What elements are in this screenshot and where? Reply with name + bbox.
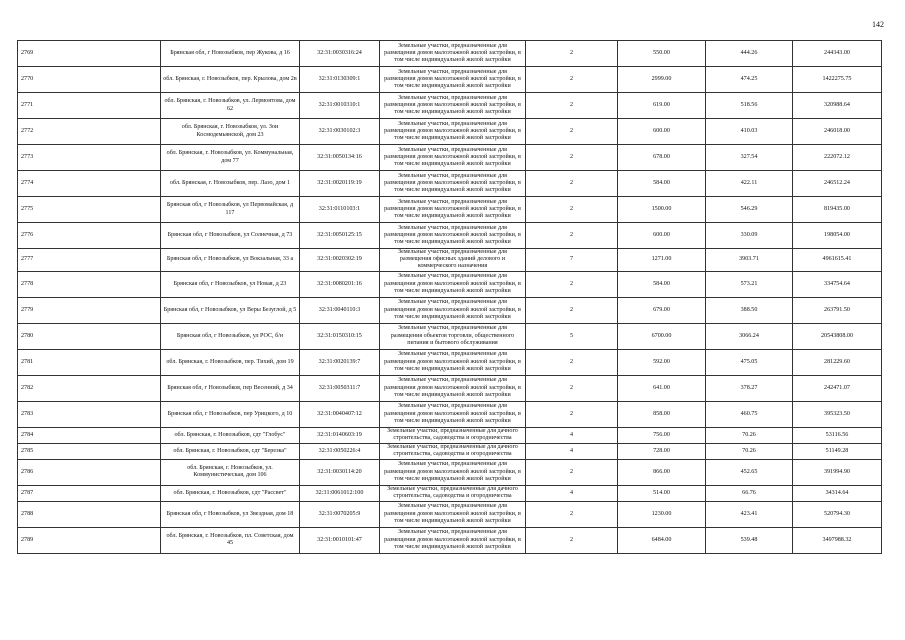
row-number-cell: 2774 (18, 171, 161, 197)
address-cell: Брянская обл, г Новозыбков, ул Звездная, дом 18 (161, 501, 300, 527)
group-cell: 2 (526, 349, 618, 375)
row-number-cell: 2775 (18, 197, 161, 223)
cadastral-number-cell: 32:31:0110103:1 (300, 197, 380, 223)
address-cell: Брянская обл, г Новозыбков, ул РОС, б/н (161, 323, 300, 349)
table-row (18, 145, 882, 171)
cadastral-value-cell: 246512.24 (793, 171, 882, 197)
cadastral-number-cell: 32:31:0020119:19 (300, 171, 380, 197)
cadastral-value-cell: 3497988.32 (793, 527, 882, 553)
cadastral-number-cell: 32:31:0040407:12 (300, 401, 380, 427)
specific-value-cell: 70.26 (706, 443, 793, 459)
cadastral-value-cell: 1422275.75 (793, 67, 882, 93)
group-cell: 2 (526, 401, 618, 427)
specific-value-cell: 378.27 (706, 375, 793, 401)
specific-value-cell: 573.21 (706, 271, 793, 297)
cadastral-value-cell: 395323.50 (793, 401, 882, 427)
row-number-cell: 2777 (18, 249, 161, 272)
table-row (18, 223, 882, 249)
table-row (18, 197, 882, 223)
group-cell: 2 (526, 297, 618, 323)
cadastral-number-cell: 32:31:0050226:4 (300, 443, 380, 459)
group-cell: 2 (526, 375, 618, 401)
page-number: 142 (872, 20, 884, 29)
land-use-cell: Земельные участки, предназначенные для размещения домов малоэтажной жилой застройки, в том числе индивидуальной жилой застройки (380, 223, 526, 249)
specific-value-cell: 474.25 (706, 67, 793, 93)
cadastral-value-cell: 242471.07 (793, 375, 882, 401)
group-cell: 2 (526, 459, 618, 485)
area-cell: 6484.00 (618, 527, 706, 553)
land-use-cell: Земельные участки, предназначенные для размещения домов малоэтажной жилой застройки, в том числе индивидуальной жилой застройки (380, 501, 526, 527)
group-cell: 2 (526, 41, 618, 67)
area-cell: 728.00 (618, 443, 706, 459)
group-cell: 4 (526, 427, 618, 443)
row-number-cell: 2778 (18, 271, 161, 297)
cadastral-value-cell: 320988.64 (793, 93, 882, 119)
group-cell: 5 (526, 323, 618, 349)
address-cell: обл. Брянская, г. Новозыбков, ул. Лермонтова, дом 62 (161, 93, 300, 119)
cadastral-number-cell: 32:31:0150310:15 (300, 323, 380, 349)
land-use-cell: Земельные участки, предназначенные для размещения домов малоэтажной жилой застройки, в том числе индивидуальной жилой застройки (380, 171, 526, 197)
row-number-cell: 2787 (18, 485, 161, 501)
group-cell: 2 (526, 223, 618, 249)
area-cell: 550.00 (618, 41, 706, 67)
land-use-cell: Земельные участки, предназначенные для размещения домов малоэтажной жилой застройки, в том числе индивидуальной жилой застройки (380, 401, 526, 427)
cadastral-number-cell: 32:31:0010310:1 (300, 93, 380, 119)
row-number-cell: 2783 (18, 401, 161, 427)
land-use-cell: Земельные участки, предназначенные для размещения домов малоэтажной жилой застройки, в том числе индивидуальной жилой застройки (380, 197, 526, 223)
cadastral-number-cell: 32:31:0050134:16 (300, 145, 380, 171)
row-number-cell: 2776 (18, 223, 161, 249)
address-cell: обл. Брянская, г. Новозыбков, сдт "Рассвет" (161, 485, 300, 501)
cadastral-value-cell: 244343.00 (793, 41, 882, 67)
specific-value-cell: 330.09 (706, 223, 793, 249)
address-cell: обл. Брянская, г. Новозыбков, пер. Тихий, дом 19 (161, 349, 300, 375)
specific-value-cell: 452.65 (706, 459, 793, 485)
group-cell: 4 (526, 443, 618, 459)
table-row (18, 67, 882, 93)
land-use-cell: Земельные участки, предназначенные для размещения офисных зданий делового и коммерческого назначения (380, 249, 526, 272)
table-row (18, 93, 882, 119)
cadastral-value-cell: 281229.60 (793, 349, 882, 375)
table-row (18, 249, 882, 272)
cadastral-number-cell: 32:31:0050125:15 (300, 223, 380, 249)
table-row (18, 271, 882, 297)
area-cell: 858.00 (618, 401, 706, 427)
table-row (18, 401, 882, 427)
area-cell: 678.00 (618, 145, 706, 171)
address-cell: обл. Брянская, г. Новозыбков, сдт "Глобус" (161, 427, 300, 443)
specific-value-cell: 410.03 (706, 119, 793, 145)
cadastral-value-cell: 198054.00 (793, 223, 882, 249)
cadastral-number-cell: 32:31:0010101:47 (300, 527, 380, 553)
table-row (18, 527, 882, 553)
row-number-cell: 2772 (18, 119, 161, 145)
area-cell: 679.00 (618, 297, 706, 323)
area-cell: 600.00 (618, 223, 706, 249)
specific-value-cell: 518.56 (706, 93, 793, 119)
cadastral-number-cell: 32:31:0030102:3 (300, 119, 380, 145)
cadastral-value-cell: 520794.30 (793, 501, 882, 527)
cadastral-number-cell: 32:31:0070205:9 (300, 501, 380, 527)
specific-value-cell: 3903.71 (706, 249, 793, 272)
cadastral-number-cell: 32:31:0130309:1 (300, 67, 380, 93)
cadastral-number-cell: 32:31:0080201:16 (300, 271, 380, 297)
address-cell: обл. Брянская, г. Новозыбков, пер. Лазо, дом 1 (161, 171, 300, 197)
cadastral-value-cell: 391994.90 (793, 459, 882, 485)
specific-value-cell: 66.76 (706, 485, 793, 501)
specific-value-cell: 460.75 (706, 401, 793, 427)
row-number-cell: 2781 (18, 349, 161, 375)
address-cell: Брянская обл, г Новозыбков, ул Вокзальная, 33 а (161, 249, 300, 272)
address-cell: Брянская обл, г Новозыбков, ул Солнечная, д 73 (161, 223, 300, 249)
group-cell: 2 (526, 271, 618, 297)
table-row (18, 297, 882, 323)
area-cell: 756.00 (618, 427, 706, 443)
land-use-cell: Земельные участки, предназначенные для размещения домов малоэтажной жилой застройки, в том числе индивидуальной жилой застройки (380, 145, 526, 171)
land-use-cell: Земельные участки, предназначенные для дачного строительства, садоводства и огородничества (380, 485, 526, 501)
cadastral-number-cell: 32:31:0030114:20 (300, 459, 380, 485)
address-cell: Брянская обл, г Новозыбков, пер Весенний, д 34 (161, 375, 300, 401)
specific-value-cell: 475.05 (706, 349, 793, 375)
cadastral-value-cell: 246018.00 (793, 119, 882, 145)
row-number-cell: 2782 (18, 375, 161, 401)
cadastral-value-cell: 51149.28 (793, 443, 882, 459)
table-body (18, 41, 882, 554)
group-cell: 7 (526, 249, 618, 272)
table-row (18, 323, 882, 349)
address-cell: Брянская обл, г Новозыбков, ул Новая, д 23 (161, 271, 300, 297)
area-cell: 866.00 (618, 459, 706, 485)
cadastral-value-cell: 4961615.41 (793, 249, 882, 272)
cadastral-value-cell: 20543808.00 (793, 323, 882, 349)
specific-value-cell: 444.26 (706, 41, 793, 67)
area-cell: 1230.00 (618, 501, 706, 527)
land-use-cell: Земельные участки, предназначенные для дачного строительства, садоводства и огородничества (380, 443, 526, 459)
row-number-cell: 2780 (18, 323, 161, 349)
table-row (18, 41, 882, 67)
area-cell: 619.00 (618, 93, 706, 119)
cadastral-value-cell: 34314.64 (793, 485, 882, 501)
address-cell: обл. Брянская, г. Новозыбков, ул. Коммунистическая, дом 106 (161, 459, 300, 485)
table-row (18, 459, 882, 485)
cadastral-number-cell: 32:31:0020139:7 (300, 349, 380, 375)
group-cell: 2 (526, 171, 618, 197)
row-number-cell: 2771 (18, 93, 161, 119)
specific-value-cell: 70.26 (706, 427, 793, 443)
specific-value-cell: 388.50 (706, 297, 793, 323)
group-cell: 4 (526, 485, 618, 501)
cadastral-number-cell: 32:31:0061012:100 (300, 485, 380, 501)
row-number-cell: 2773 (18, 145, 161, 171)
area-cell: 584.00 (618, 171, 706, 197)
address-cell: Брянская обл, г Новозыбков, ул Первомайская, д 117 (161, 197, 300, 223)
row-number-cell: 2784 (18, 427, 161, 443)
table-row (18, 427, 882, 443)
land-use-cell: Земельные участки, предназначенные для размещения домов малоэтажной жилой застройки, в том числе индивидуальной жилой застройки (380, 349, 526, 375)
land-use-cell: Земельные участки, предназначенные для размещения домов малоэтажной жилой застройки, в том числе индивидуальной жилой застройки (380, 375, 526, 401)
row-number-cell: 2779 (18, 297, 161, 323)
area-cell: 600.00 (618, 119, 706, 145)
cadastral-number-cell: 32:31:0050311:7 (300, 375, 380, 401)
land-use-cell: Земельные участки, предназначенные для размещения домов малоэтажной жилой застройки, в том числе индивидуальной жилой застройки (380, 67, 526, 93)
specific-value-cell: 423.41 (706, 501, 793, 527)
table-row (18, 119, 882, 145)
area-cell: 641.00 (618, 375, 706, 401)
row-number-cell: 2785 (18, 443, 161, 459)
row-number-cell: 2786 (18, 459, 161, 485)
cadastral-number-cell: 32:31:0040110:3 (300, 297, 380, 323)
cadastral-value-cell: 222072.12 (793, 145, 882, 171)
address-cell: Брянская обл, г Новозыбков, ул Веры Безуглой, д 5 (161, 297, 300, 323)
area-cell: 1500.00 (618, 197, 706, 223)
cadastral-number-cell: 32:31:0140603:19 (300, 427, 380, 443)
group-cell: 2 (526, 67, 618, 93)
land-use-cell: Земельные участки, предназначенные для размещения домов малоэтажной жилой застройки, в том числе индивидуальной жилой застройки (380, 271, 526, 297)
address-cell: обл. Брянская, г. Новозыбков, сдт "Березка" (161, 443, 300, 459)
group-cell: 2 (526, 197, 618, 223)
specific-value-cell: 3066.24 (706, 323, 793, 349)
cadastral-value-cell: 819435.00 (793, 197, 882, 223)
table-row (18, 443, 882, 459)
area-cell: 514.00 (618, 485, 706, 501)
cadastral-number-cell: 32:31:0030316:24 (300, 41, 380, 67)
group-cell: 2 (526, 145, 618, 171)
land-use-cell: Земельные участки, предназначенные для размещения домов малоэтажной жилой застройки, в том числе индивидуальной жилой застройки (380, 527, 526, 553)
land-use-cell: Земельные участки, предназначенные для размещения домов малоэтажной жилой застройки, в том числе индивидуальной жилой застройки (380, 41, 526, 67)
land-use-cell: Земельные участки, предназначенные для размещения объектов торговли, общественного питания и бытового обслуживания (380, 323, 526, 349)
table-row (18, 349, 882, 375)
address-cell: Брянская обл, г Новозыбков, пер Жукова, д 16 (161, 41, 300, 67)
address-cell: обл. Брянская, г. Новозыбков, пер. Крылова, дом 2в (161, 67, 300, 93)
address-cell: обл. Брянская, г. Новозыбков, ул. Коммунальная, дом 77 (161, 145, 300, 171)
area-cell: 592.00 (618, 349, 706, 375)
cadastral-value-cell: 53116.56 (793, 427, 882, 443)
specific-value-cell: 327.54 (706, 145, 793, 171)
cadastral-value-cell: 263791.50 (793, 297, 882, 323)
group-cell: 2 (526, 527, 618, 553)
land-use-cell: Земельные участки, предназначенные для размещения домов малоэтажной жилой застройки, в том числе индивидуальной жилой застройки (380, 119, 526, 145)
cadastral-value-cell: 334754.64 (793, 271, 882, 297)
specific-value-cell: 546.29 (706, 197, 793, 223)
address-cell: обл. Брянская, г. Новозыбков, пл. Советская, дом 45 (161, 527, 300, 553)
group-cell: 2 (526, 501, 618, 527)
area-cell: 6700.00 (618, 323, 706, 349)
area-cell: 1271.00 (618, 249, 706, 272)
specific-value-cell: 422.11 (706, 171, 793, 197)
area-cell: 2999.00 (618, 67, 706, 93)
table-row (18, 375, 882, 401)
land-use-cell: Земельные участки, предназначенные для размещения домов малоэтажной жилой застройки, в том числе индивидуальной жилой застройки (380, 459, 526, 485)
group-cell: 2 (526, 93, 618, 119)
table-row (18, 171, 882, 197)
row-number-cell: 2769 (18, 41, 161, 67)
area-cell: 584.00 (618, 271, 706, 297)
group-cell: 2 (526, 119, 618, 145)
specific-value-cell: 539.48 (706, 527, 793, 553)
row-number-cell: 2789 (18, 527, 161, 553)
row-number-cell: 2770 (18, 67, 161, 93)
land-use-cell: Земельные участки, предназначенные для дачного строительства, садоводства и огородничества (380, 427, 526, 443)
cadastral-value-table (17, 40, 882, 554)
row-number-cell: 2788 (18, 501, 161, 527)
cadastral-number-cell: 32:31:0020302:19 (300, 249, 380, 272)
land-use-cell: Земельные участки, предназначенные для размещения домов малоэтажной жилой застройки, в том числе индивидуальной жилой застройки (380, 297, 526, 323)
land-use-cell: Земельные участки, предназначенные для размещения домов малоэтажной жилой застройки, в том числе индивидуальной жилой застройки (380, 93, 526, 119)
table-row (18, 485, 882, 501)
address-cell: обл. Брянская, г. Новозыбков, ул. Зои Космодемьянской, дом 23 (161, 119, 300, 145)
table-row (18, 501, 882, 527)
address-cell: Брянская обл, г Новозыбков, пер Урицкого, д 10 (161, 401, 300, 427)
